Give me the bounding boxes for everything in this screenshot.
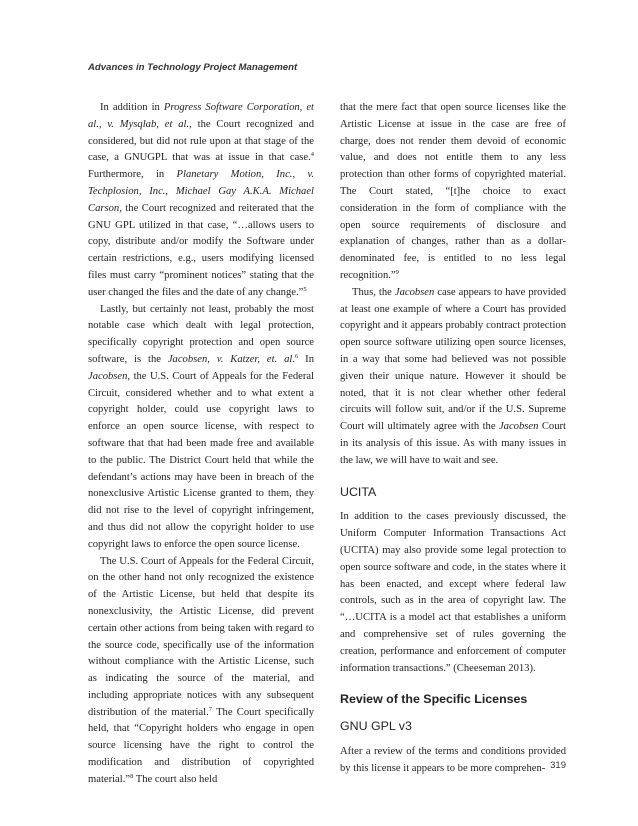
footnote-ref: 8 xyxy=(130,772,134,780)
case-citation: Planetary Motion, Inc., v. Techplosion, Inc., Michael Gay A.K.A. Michael Carson xyxy=(88,169,315,214)
subsection-heading-gnu-gpl: GNU GPL v3 xyxy=(340,719,412,734)
footnote-ref: 6 xyxy=(295,352,299,360)
body-paragraph: After a review of the terms and conditions provided by this license it appears to be more comprehen- xyxy=(340,745,566,774)
section-heading-review: Review of the Specific Licenses xyxy=(340,692,528,707)
footnote-ref: 5 xyxy=(303,285,307,293)
body-paragraph: Thus, the Jacobsen case appears to have provided at least one example of where a Court has provided copyright and it appears probably contract protection open source software utilizing open source licenses, in a way that some had believed was not possible given their unique nature. However it should be noted, that it is not clear whether other federal circuits will follow suit, and/or if the U.S. Supreme Court will ultimately agree with the Jacobsen Court in its analysis of this issue. As with many issues in the law, we will have to wait and see. xyxy=(340,286,567,466)
page-number: 319 xyxy=(550,760,566,771)
body-paragraph: that the mere fact that open source licenses like the Artistic License at issue in the case are free of charge, does not render them devoid of economic value, and does not entitle them to any less protection than other forms of copyrighted material. The Court stated, “[t]he choice to exact consideration in the form of compliance with the open source requirements of disclosure and explanation of changes, rather than as a dollar-denominated fee, is entitled to no less legal recognition.”$^9$ xyxy=(340,102,566,281)
footnote-ref: 7 xyxy=(208,705,212,713)
case-citation: Jacobsen, v. Katzer, et. al xyxy=(167,353,293,365)
running-header: Advances in Technology Project Management xyxy=(88,62,298,73)
footnote-ref: 4 xyxy=(310,151,314,159)
case-citation: Jacobsen xyxy=(394,286,435,298)
case-citation: Progress Software Corporation, et al., v. Mysqlab, et al. xyxy=(88,102,315,130)
body-paragraph: In addition in Progress Software Corporation, et al., v. Mysqlab, et al., the Court recognized and considered, but did not rule upon at that stage of the case, a GNUGPL that was at issue in that case.$^4$ Furthermore, in Planetary Motion, Inc., v. Techplosion, Inc., Michael Gay A.K.A. Michael Carson, the Court recognized and reiterated that the GNU GPL utilized in that case, “…allows users to copy, distribute and/or modify the Software under certain restrictions, e.g., users modifying licensed files must carry “prominent notices” stating that the user changed the files and the date of any change.”$^5$ xyxy=(88,102,315,298)
right-column xyxy=(340,100,566,777)
body-paragraph: In addition to the cases previously discussed, the Uniform Computer Information Transactions Act (UCITA) may also provide some legal protection to open source software and code, in the states where it has been enacted, and except where federal law controls, such as in the area of copyright law. The “…UCITA is a model act that establishes a uniform and comprehensive set of rules governing the creation, performance and enforcement of computer information transactions.” (Cheeseman 2013). xyxy=(340,511,566,674)
body-paragraph: The U.S. Court of Appeals for the Federal Circuit, on the other hand not only recognized the existence of the Artistic License, but held that despite its nonexclusivity, the Artistic License, did prevent certain other actions from being taken with regard to the source code, specifically use of the information without compliance with the Artistic License, such as indicating the source of the material, and including appropriate notices with any subsequent distribution of the material.$^7$ The Court specifically held, that “Copyright holders who engage in open source licensing have the right to control the modification and distribution of copyrighted material.”$^8$ The court also held xyxy=(88,555,315,785)
case-citation: Jacobsen xyxy=(88,370,128,382)
case-citation: Jacobsen xyxy=(498,421,539,433)
left-column xyxy=(88,100,314,789)
footnote-ref: 9 xyxy=(395,268,399,276)
body-paragraph: Lastly, but certainly not least, probably the most notable case which dealt with legal protection, specifically copyright protection and open source software, is the Jacobsen, v. Katzer, et. al.$^6$ In Jacobsen, the U.S. Court of Appeals for the Federal Circuit, considered whether and to what extent a copyright holder, could use copyright laws to enforce an open source license, with respect to software that that had been made free and available to the public. The District Court held that while the defendant’s actions may have been in breach of the nonexclusive Artistic License granted to them, they did not rise to the level of copyright infringement, and thus did not allow the copyright holder to use copyright laws to enforce the open source license. xyxy=(88,303,314,550)
section-heading-ucita: UCITA xyxy=(340,484,377,499)
